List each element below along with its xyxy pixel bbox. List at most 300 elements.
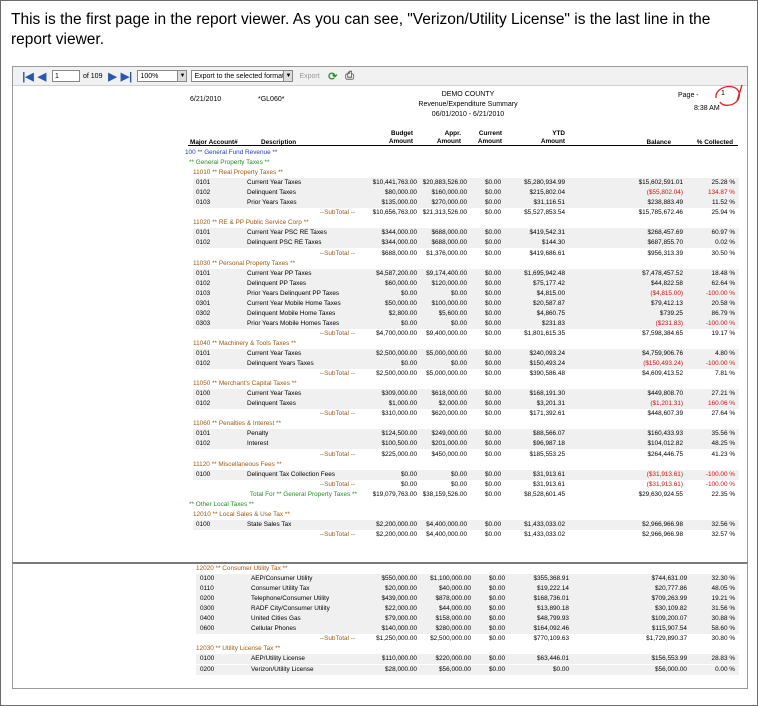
current-amount: $0.00 (485, 520, 501, 528)
account-number: 0303 (196, 319, 211, 327)
description: Delinquent Years Taxes (247, 360, 314, 368)
account-number: 0102 (196, 400, 211, 408)
section-heading: 12010 ** Local Sales & Use Tax ** (193, 510, 290, 518)
ytd-amount: $31,913.61 (533, 480, 565, 488)
table-row (196, 574, 739, 584)
balance-amount: $264,446.75 (647, 450, 683, 458)
account-number: 0101 (196, 350, 211, 357)
appr-amount: $0.00 (451, 319, 467, 327)
description: Current Year PP Taxes (247, 269, 312, 277)
zoom-value: 100% (140, 72, 159, 80)
pct-collected: 48.25 % (711, 440, 735, 448)
pct-collected: 41.23 % (711, 450, 735, 458)
pct-collected: 4.80 % (715, 350, 735, 357)
account-number: 0101 (196, 430, 211, 438)
budget-amount: $135,000.00 (381, 199, 417, 207)
table-row (196, 614, 739, 624)
appr-amount: $5,000,000.00 (426, 350, 467, 357)
subtotal-label: --SubTotal -- (319, 329, 355, 337)
previous-page-icon[interactable]: ◀ (37, 70, 47, 83)
ytd-amount: $48,799.93 (537, 615, 569, 623)
pct-collected: 27.21 % (711, 390, 735, 398)
appr-amount: $618,000.00 (431, 390, 467, 398)
current-amount: $0.00 (485, 279, 501, 287)
ytd-amount: $185,553.25 (529, 450, 565, 458)
report-row-section (13, 564, 747, 574)
balance-amount: $115,907.54 (651, 625, 687, 633)
description: Delinquent Taxes (247, 400, 296, 408)
account-number: 0103 (196, 289, 211, 297)
balance-amount: $30,109.82 (655, 605, 687, 613)
table-row (193, 439, 739, 449)
current-amount: $0.00 (485, 360, 501, 368)
ytd-amount: $231.83 (541, 319, 565, 327)
description: Cellular Phones (251, 625, 297, 633)
account-number: 0302 (196, 309, 211, 317)
description: State Sales Tax (247, 520, 292, 528)
pct-collected: 30.80 % (711, 635, 735, 643)
subtotal-label: --SubTotal -- (319, 530, 355, 538)
refresh-icon[interactable]: ⟳ (328, 70, 338, 83)
export-format-select[interactable] (191, 70, 293, 82)
ytd-amount: $88,566.07 (533, 430, 565, 438)
report-time: 8:38 AM (694, 105, 720, 112)
table-row (196, 604, 739, 614)
budget-amount: $4,700,000.00 (376, 329, 417, 337)
appr-amount: $2,000.00 (438, 400, 467, 408)
pct-collected: 25.94 % (711, 209, 735, 217)
description: Prior Years Delinquent PP Taxes (247, 289, 340, 297)
balance-amount: $448,607.39 (647, 410, 683, 418)
balance-amount: $7,478,457.52 (642, 269, 683, 277)
description: Verizon/Utility License (251, 665, 314, 673)
balance-amount: $156,553.99 (651, 655, 687, 663)
budget-amount: $550,000.00 (381, 575, 417, 583)
current-amount: $0.00 (489, 585, 505, 593)
balance-amount: ($55,802.04) (646, 189, 683, 197)
pct-collected: -100.00 % (705, 319, 735, 327)
section-heading: 12020 ** Consumer Utility Tax ** (196, 565, 288, 572)
budget-amount: $0.00 (401, 289, 417, 297)
account-number: 0100 (196, 520, 211, 528)
balance-amount: $2,966,966.98 (642, 520, 683, 528)
appr-amount: $4,400,000.00 (426, 530, 467, 538)
current-amount: $0.00 (485, 209, 501, 217)
account-number: 0100 (200, 655, 215, 663)
current-amount: $0.00 (485, 319, 501, 327)
current-amount: $0.00 (489, 575, 505, 583)
description: Current Year Taxes (247, 179, 302, 187)
chevron-down-icon[interactable]: ▼ (283, 71, 292, 81)
report-row-subtotal (13, 634, 747, 644)
report-row-subtotal (13, 329, 747, 339)
ytd-amount: $8,528,601.45 (524, 490, 565, 498)
current-amount: $0.00 (485, 309, 501, 317)
current-amount: $0.00 (485, 370, 501, 378)
budget-amount: $439,000.00 (381, 595, 417, 603)
budget-amount: $310,000.00 (381, 410, 417, 418)
subtotal-label: --SubTotal -- (319, 370, 355, 378)
balance-amount: $4,609,413.52 (642, 370, 683, 378)
ytd-amount: $419,542.31 (529, 229, 565, 237)
print-icon[interactable]: ⎙ (345, 69, 355, 82)
report-viewer (12, 66, 748, 566)
description: Current Year Taxes (247, 390, 302, 398)
appr-amount: $2,500,000.00 (430, 635, 471, 643)
description: Telephone/Consumer Utility (251, 595, 330, 603)
description: Prior Years Taxes (247, 199, 297, 207)
appr-amount: $249,000.00 (431, 430, 467, 438)
current-amount: $0.00 (485, 430, 501, 438)
report-row-section (13, 460, 747, 470)
account-number: 0301 (196, 299, 211, 307)
table-row (193, 228, 739, 238)
table-row (196, 654, 739, 664)
subtotal-label: --SubTotal -- (319, 249, 355, 257)
section-heading: 11120 ** Miscellaneous Fees ** (193, 460, 282, 468)
budget-amount: $60,000.00 (385, 279, 417, 287)
current-amount: $0.00 (485, 289, 501, 297)
appr-amount: $38,159,526.00 (422, 490, 467, 498)
subtotal-label: --SubTotal -- (319, 410, 355, 418)
col-description: Description (261, 139, 297, 146)
balance-amount: $268,457.69 (647, 229, 683, 237)
report-row-group (13, 500, 747, 510)
description: Delinquent Mobile Home Taxes (247, 309, 336, 317)
description: Penalty (247, 430, 269, 438)
budget-amount: $0.00 (401, 360, 417, 368)
table-row (193, 429, 739, 439)
subtotal-label: --SubTotal -- (319, 450, 355, 458)
description: Delinquent Taxes (247, 189, 296, 197)
last-page-icon[interactable]: ▶| (120, 70, 133, 83)
balance-amount: ($31,913.61) (646, 480, 683, 488)
current-amount: $0.00 (489, 595, 505, 603)
current-amount: $0.00 (489, 625, 505, 633)
appr-amount: $620,000.00 (431, 410, 467, 418)
ytd-amount: $5,280,934.99 (524, 179, 565, 187)
report-row-subtotal (13, 208, 747, 218)
current-amount: $0.00 (485, 350, 501, 357)
appr-amount: $688,000.00 (431, 229, 467, 237)
appr-amount: $1,376,000.00 (426, 249, 467, 257)
appr-amount: $1,100,000.00 (430, 575, 471, 583)
balance-amount: $44,822.58 (651, 279, 683, 287)
pct-collected: 25.28 % (711, 179, 735, 187)
group-heading: ** Other Local Taxes ** (189, 500, 254, 508)
ytd-amount: $4,815.00 (536, 289, 565, 297)
subtotal-label: --SubTotal -- (319, 209, 355, 217)
current-amount: $0.00 (485, 410, 501, 418)
ytd-amount: $1,801,615.35 (524, 329, 565, 337)
appr-amount: $44,000.00 (439, 605, 471, 613)
ytd-amount: $20,587.87 (533, 299, 565, 307)
table-row (193, 520, 739, 530)
section-heading: 11050 ** Merchant's Capital Taxes ** (193, 380, 297, 388)
description: Delinquent Tax Collection Fees (247, 470, 335, 478)
balance-amount: ($150,493.24) (643, 360, 683, 368)
budget-amount: $28,000.00 (385, 665, 417, 673)
current-amount: $0.00 (485, 480, 501, 488)
appr-amount: $5,000,000.00 (426, 370, 467, 378)
pct-collected: 35.56 % (711, 430, 735, 438)
appr-amount: $201,000.00 (431, 440, 467, 448)
red-circle-annotation-icon (713, 84, 743, 108)
balance-amount: $56,000.00 (655, 665, 687, 673)
balance-amount: $104,012.82 (647, 440, 683, 448)
table-row (193, 389, 739, 399)
description: United Cities Gas (251, 615, 301, 623)
section-heading: 11040 ** Machinery & Tools Taxes ** (193, 339, 297, 347)
appr-amount: $158,000.00 (435, 615, 471, 623)
pct-collected: 11.52 % (712, 199, 735, 207)
balance-amount: $79,412.13 (651, 299, 683, 307)
report-row-section (13, 168, 747, 178)
county-name: DEMO COUNTY (441, 91, 495, 98)
ytd-amount: $75,177.42 (533, 279, 565, 287)
next-page-icon[interactable]: ▶ (108, 70, 117, 83)
ytd-amount: $150,493.24 (529, 360, 565, 368)
balance-amount: $744,631.09 (651, 575, 687, 583)
balance-amount: $15,785,672.46 (638, 209, 683, 217)
balance-amount: $709,263.99 (651, 595, 687, 603)
table-row (196, 665, 739, 675)
balance-amount: $109,200.07 (651, 615, 687, 623)
report-row-total (13, 490, 747, 500)
ytd-amount: $355,368.91 (533, 575, 569, 583)
pct-collected: 0.02 % (715, 239, 735, 247)
account-number: 0110 (200, 585, 214, 593)
description: AEP/Consumer Utility (251, 575, 313, 583)
first-page-icon[interactable]: |◀ (22, 70, 34, 83)
report-row-subtotal (13, 530, 747, 540)
ytd-amount: $770,109.63 (533, 635, 569, 643)
report-date: 6/21/2010 (190, 96, 222, 103)
balance-amount: $4,759,906.76 (642, 350, 683, 357)
report-code: *GL060* (258, 96, 285, 103)
pct-collected: 19.17 % (711, 329, 735, 337)
budget-amount: $225,000.00 (381, 450, 417, 458)
header-divider (188, 145, 738, 146)
pct-collected: 19.21 % (711, 595, 735, 603)
report-row-section (13, 419, 747, 429)
appr-amount: $56,000.00 (439, 665, 471, 673)
col-ytd: YTD Amount (540, 130, 565, 145)
appr-amount: $100,000.00 (431, 299, 467, 307)
fund-heading: 100 ** General Fund Revenue ** (185, 149, 278, 156)
table-row (193, 309, 739, 319)
balance-amount: ($4,815.00) (650, 289, 683, 297)
report-row-subtotal (13, 409, 747, 419)
pct-collected: 32.30 % (711, 575, 735, 583)
budget-amount: $2,800.00 (388, 309, 417, 317)
budget-amount: $2,500,000.00 (376, 370, 417, 378)
pct-collected: 32.56 % (711, 520, 735, 528)
pct-collected: 22.35 % (711, 490, 735, 498)
page-number-input[interactable] (52, 70, 80, 82)
report-row-subtotal (13, 450, 747, 460)
current-amount: $0.00 (489, 605, 505, 613)
ytd-amount: $419,686.61 (529, 249, 565, 257)
chevron-down-icon[interactable]: ▼ (177, 71, 186, 81)
balance-amount: $2,966,966.98 (642, 530, 683, 538)
balance-amount: ($31,913.61) (646, 470, 683, 478)
budget-amount: $79,000.00 (385, 615, 417, 623)
account-number: 0101 (196, 229, 211, 237)
current-amount: $0.00 (489, 665, 505, 673)
pct-collected: 62.64 % (711, 279, 735, 287)
table-row (193, 349, 739, 359)
budget-amount: $309,000.00 (381, 390, 417, 398)
budget-amount: $0.00 (401, 480, 417, 488)
appr-amount: $5,600.00 (438, 309, 467, 317)
appr-amount: $0.00 (451, 289, 467, 297)
balance-amount: $739.25 (659, 309, 683, 317)
ytd-amount: $1,433,033.02 (524, 530, 565, 538)
ytd-amount: $5,527,853.54 (524, 209, 565, 217)
current-amount: $0.00 (485, 450, 501, 458)
account-number: 0101 (196, 179, 211, 187)
current-amount: $0.00 (489, 615, 505, 623)
account-number: 0300 (200, 605, 215, 613)
report-row-section (13, 339, 747, 349)
pct-collected: 48.05 % (711, 585, 735, 593)
balance-amount: $15,602,591.01 (638, 179, 683, 187)
zoom-select[interactable] (137, 70, 187, 82)
account-number: 0102 (196, 279, 211, 287)
table-row (193, 188, 739, 198)
col-current: Current Amount (477, 130, 502, 145)
budget-amount: $80,000.00 (385, 189, 417, 197)
appr-amount: $220,000.00 (435, 655, 471, 663)
table-row (196, 584, 739, 594)
pct-collected: 30.50 % (711, 249, 735, 257)
account-number: 0100 (196, 470, 211, 478)
ytd-amount: $240,093.24 (529, 350, 565, 357)
ytd-amount: $19,222.14 (537, 585, 569, 593)
pct-collected: 7.81 % (715, 370, 735, 378)
account-number: 0102 (196, 360, 211, 368)
table-row (193, 319, 739, 329)
section-heading: 11030 ** Personal Property Taxes ** (193, 259, 296, 267)
account-number: 0102 (196, 189, 211, 197)
budget-amount: $110,000.00 (381, 655, 417, 663)
balance-amount: ($231.83) (655, 319, 683, 327)
balance-amount: $238,883.49 (647, 199, 683, 207)
pct-collected: 134.87 % (707, 189, 735, 197)
budget-amount: $344,000.00 (381, 239, 417, 247)
pct-collected: 18.48 % (711, 269, 735, 277)
budget-amount: $10,656,763.00 (372, 209, 417, 217)
pct-collected: 28.83 % (711, 655, 735, 663)
account-number: 0101 (196, 269, 211, 277)
ytd-amount: $13,890.18 (537, 605, 569, 613)
appr-amount: $270,000.00 (431, 199, 467, 207)
budget-amount: $140,000.00 (381, 625, 417, 633)
table-row (193, 470, 739, 480)
ytd-amount: $96,987.18 (533, 440, 565, 448)
current-amount: $0.00 (485, 440, 501, 448)
budget-amount: $22,000.00 (385, 605, 417, 613)
ytd-amount: $144.30 (541, 239, 565, 247)
balance-amount: $687,855.70 (647, 239, 683, 247)
current-amount: $0.00 (485, 530, 501, 538)
appr-amount: $688,000.00 (431, 239, 467, 247)
current-amount: $0.00 (489, 655, 505, 663)
current-amount: $0.00 (485, 189, 501, 197)
budget-amount: $19,079,763.00 (372, 490, 417, 498)
appr-amount: $450,000.00 (431, 450, 467, 458)
report-row-section (13, 218, 747, 228)
page-count-label: of 109 (83, 72, 103, 80)
description: AEP/Utility License (251, 655, 305, 663)
ytd-amount: $215,802.04 (529, 189, 565, 197)
current-amount: $0.00 (485, 470, 501, 478)
budget-amount: $2,200,000.00 (376, 530, 417, 538)
account-number: 0200 (200, 595, 215, 603)
table-row (193, 279, 739, 289)
description: Delinquent PP Taxes (247, 279, 307, 287)
appr-amount: $280,000.00 (435, 625, 471, 633)
description: Consumer Utility Tax (251, 585, 310, 593)
pct-collected: 60.97 % (711, 229, 735, 237)
description: Current Year Taxes (247, 350, 302, 357)
ytd-amount: $164,092.46 (533, 625, 569, 633)
current-amount: $0.00 (485, 249, 501, 257)
section-heading: 11020 ** RE & PP Public Service Corp ** (193, 219, 309, 227)
ytd-amount: $0.00 (553, 665, 569, 673)
budget-amount: $124,500.00 (381, 430, 417, 438)
current-amount: $0.00 (485, 239, 501, 247)
caption-text: This is the first page in the report viewer. As you can see, "Verizon/Utility License" is the last line in the report viewer. (11, 11, 711, 48)
current-amount: $0.00 (489, 635, 505, 643)
pct-collected: 86.79 % (711, 309, 735, 317)
current-amount: $0.00 (485, 400, 501, 408)
report-row-section (13, 510, 747, 520)
balance-amount: $20,777.86 (655, 585, 687, 593)
pct-collected: 58.60 % (711, 625, 735, 633)
appr-amount: $878,000.00 (435, 595, 471, 603)
ytd-amount: $63,446.01 (537, 655, 569, 663)
table-row (193, 299, 739, 309)
ytd-amount: $1,695,942.48 (524, 269, 565, 277)
appr-amount: $40,000.00 (439, 585, 471, 593)
appr-amount: $120,000.00 (431, 279, 467, 287)
total-label: Total For ** General Property Taxes ** (249, 490, 357, 498)
pct-collected: 160.06 % (707, 400, 735, 408)
report-title: Revenue/Expenditure Summary (418, 101, 518, 108)
description: Delinquent PSC RE Taxes (247, 239, 322, 247)
current-amount: $0.00 (485, 179, 501, 187)
report-date-range: 06/01/2010 - 6/21/2010 (431, 111, 505, 118)
subtotal-label: --SubTotal -- (319, 635, 355, 643)
pct-collected: 20.58 % (711, 299, 735, 307)
budget-amount: $1,250,000.00 (376, 635, 417, 643)
pct-collected: 31.56 % (711, 605, 735, 613)
description: Prior Years Mobile Homes Taxes (247, 319, 340, 327)
export-link[interactable]: Export (299, 72, 320, 80)
balance-amount: $1,729,890.37 (646, 635, 687, 643)
budget-amount: $10,441,763.00 (372, 179, 417, 187)
pct-collected: 27.64 % (711, 410, 735, 418)
current-amount: $0.00 (485, 490, 501, 498)
group-heading: ** General Property Taxes ** (189, 159, 270, 167)
description: Interest (247, 440, 269, 448)
appr-amount: $0.00 (451, 360, 467, 368)
account-number: 0200 (200, 665, 215, 673)
balance-amount: $160,433.93 (647, 430, 683, 438)
current-amount: $0.00 (485, 269, 501, 277)
